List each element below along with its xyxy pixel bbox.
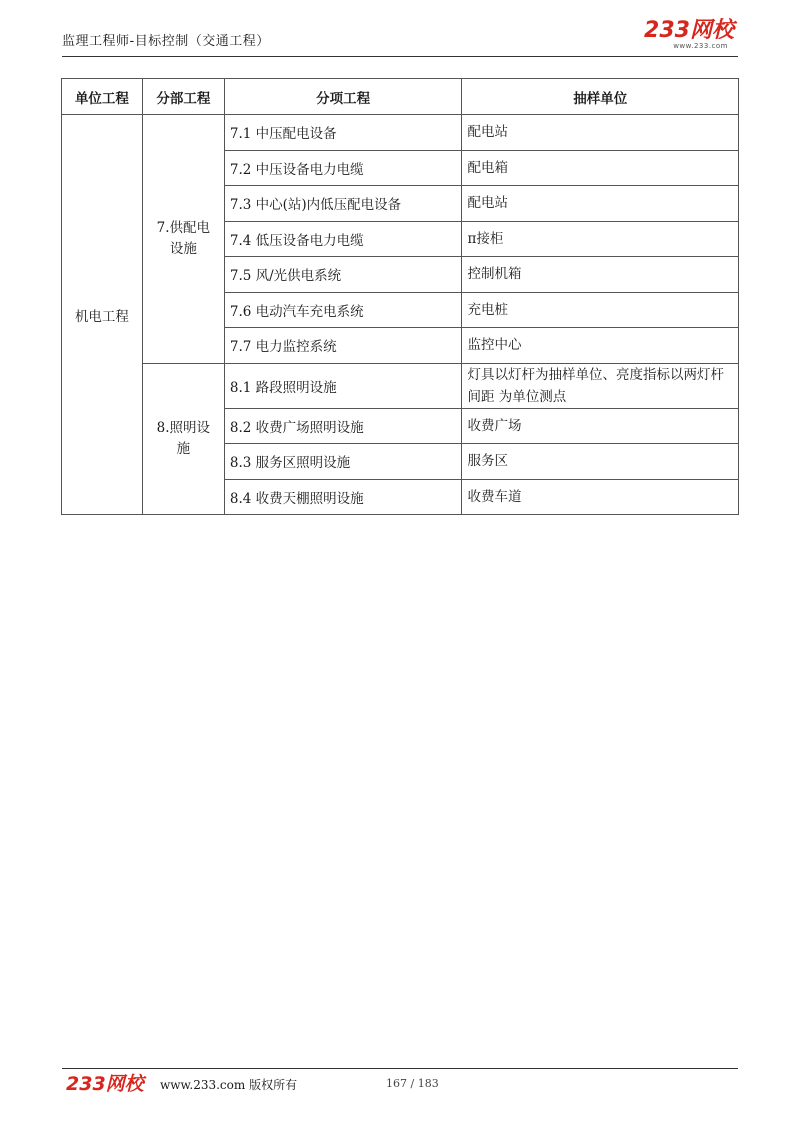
sample-cell: 监控中心 bbox=[462, 328, 739, 364]
copyright-text: www.233.com 版权所有 bbox=[160, 1078, 298, 1092]
sample-cell: 配电箱 bbox=[462, 150, 739, 186]
document-title: 监理工程师-目标控制（交通工程） bbox=[62, 34, 270, 49]
column-header: 单位工程 bbox=[62, 79, 143, 115]
sample-cell: 配电站 bbox=[462, 186, 739, 222]
table-row bbox=[62, 115, 739, 151]
division-cell: 8.照明设施 bbox=[142, 363, 224, 515]
item-cell: 7.4 低压设备电力电缆 bbox=[224, 221, 462, 257]
table-header-row bbox=[62, 79, 739, 115]
sample-cell: π接柜 bbox=[462, 221, 739, 257]
brand-logo: 233网校 bbox=[644, 18, 734, 43]
item-cell: 8.2 收费广场照明设施 bbox=[224, 408, 462, 444]
unit-project-cell: 机电工程 bbox=[62, 115, 143, 515]
sample-cell: 服务区 bbox=[462, 444, 739, 480]
sample-cell: 收费广场 bbox=[462, 408, 739, 444]
item-cell: 7.2 中压设备电力电缆 bbox=[224, 150, 462, 186]
column-header: 分部工程 bbox=[142, 79, 224, 115]
sample-cell: 充电桩 bbox=[462, 292, 739, 328]
division-cell: 7.供配电设施 bbox=[142, 115, 224, 364]
item-cell: 7.3 中心(站)内低压配电设备 bbox=[224, 186, 462, 222]
sample-cell: 灯具以灯杆为抽样单位、亮度指标以两灯杆间距 为单位测点 bbox=[462, 363, 739, 408]
item-cell: 8.1 路段照明设施 bbox=[224, 363, 462, 408]
item-cell: 7.7 电力监控系统 bbox=[224, 328, 462, 364]
item-cell: 8.4 收费天棚照明设施 bbox=[224, 479, 462, 515]
footer-divider bbox=[62, 1068, 738, 1069]
sampling-unit-table bbox=[61, 78, 739, 515]
sample-cell: 控制机箱 bbox=[462, 257, 739, 293]
column-header: 抽样单位 bbox=[462, 79, 739, 115]
item-cell: 8.3 服务区照明设施 bbox=[224, 444, 462, 480]
item-cell: 7.5 风/光供电系统 bbox=[224, 257, 462, 293]
item-cell: 7.6 电动汽车充电系统 bbox=[224, 292, 462, 328]
column-header: 分项工程 bbox=[224, 79, 462, 115]
table-row bbox=[62, 363, 739, 408]
header-divider bbox=[62, 56, 738, 57]
footer-brand-logo: 233网校 bbox=[66, 1073, 144, 1095]
brand-url: www.233.com bbox=[673, 42, 728, 50]
page-number: 167 / 183 bbox=[386, 1077, 439, 1090]
sample-cell: 收费车道 bbox=[462, 479, 739, 515]
sample-cell: 配电站 bbox=[462, 115, 739, 151]
item-cell: 7.1 中压配电设备 bbox=[224, 115, 462, 151]
